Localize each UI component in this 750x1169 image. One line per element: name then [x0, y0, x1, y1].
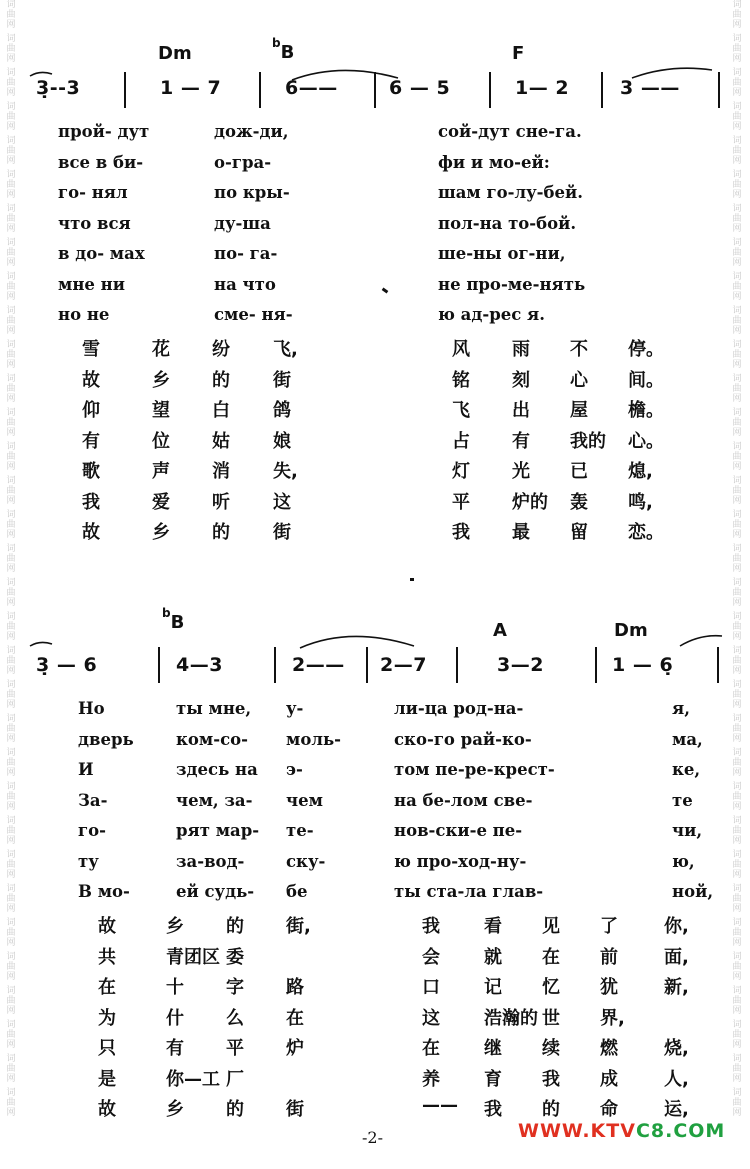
- watermark-text: 词 曲 网: [732, 1020, 742, 1050]
- lyric-russian: ше-ны ог-ни,: [438, 244, 566, 263]
- lyric-chinese: 续: [542, 1038, 560, 1059]
- lyric-chinese: 青团区: [166, 946, 220, 968]
- watermark-text: 词 曲 网: [6, 238, 16, 268]
- lyric-chinese: 委: [226, 946, 244, 968]
- lyric-chinese: 雪: [82, 339, 100, 360]
- lyric-russian: те-: [286, 821, 314, 840]
- lyric-chinese: 炉: [286, 1038, 304, 1059]
- barline: [717, 647, 719, 683]
- lyric-chinese: 我: [452, 522, 470, 543]
- lyric-chinese: 炉的: [512, 491, 548, 513]
- lyric-chinese: 消: [212, 461, 230, 482]
- chord-a-2: A: [493, 620, 507, 641]
- lyric-chinese: 乡: [166, 916, 184, 937]
- watermark-text: 词 曲 网: [732, 238, 742, 268]
- watermark-text: 词 曲 网: [732, 986, 742, 1016]
- watermark-text: 词 曲 网: [6, 544, 16, 574]
- lyric-chinese: 的: [226, 1099, 244, 1120]
- lyric-russian: шам го-лу-бей.: [438, 183, 583, 202]
- lyric-chinese: 间。: [628, 369, 664, 391]
- lyric-russian: Но: [78, 699, 105, 718]
- lyric-russian: на бе-лом све-: [394, 790, 533, 810]
- watermark-right: [730, 0, 744, 1169]
- watermark-text: 词 曲 网: [732, 714, 742, 744]
- note-group: 2—7: [380, 654, 427, 676]
- lyric-russian: бе: [286, 882, 308, 901]
- lyric-chinese: 街,: [286, 916, 311, 937]
- lyric-chinese: 熄,: [628, 461, 653, 482]
- lyric-chinese: ——: [422, 1095, 458, 1116]
- watermark-text: 词 曲 网: [6, 680, 16, 710]
- lyric-chinese: 在: [286, 1007, 304, 1029]
- watermark-text: 词 曲 网: [6, 204, 16, 234]
- lyric-chinese: 出: [512, 400, 530, 421]
- barline: [595, 647, 597, 683]
- watermark-text: 词 曲 网: [732, 102, 742, 132]
- lyric-chinese: 前: [600, 946, 618, 968]
- watermark-text: 词 曲 网: [732, 1054, 742, 1084]
- lyric-russian: все в би-: [58, 152, 144, 172]
- lyric-russian: И: [78, 760, 94, 779]
- watermark-text: 词 曲 网: [732, 0, 742, 30]
- watermark-text: 词 曲 网: [732, 680, 742, 710]
- note-group: 3̣--3: [36, 77, 81, 99]
- lyric-chinese: 屋: [570, 400, 588, 421]
- lyric-russian: ке,: [672, 760, 701, 779]
- lyric-russian: те: [672, 790, 693, 810]
- lyric-chinese: 听: [212, 491, 230, 513]
- lyric-chinese: 命: [600, 1099, 618, 1120]
- watermark-text: 词 曲 网: [732, 578, 742, 608]
- lyric-chinese: 檐。: [628, 400, 664, 421]
- lyric-chinese: 街: [286, 1099, 304, 1120]
- lyric-russian: дож-ди,: [214, 122, 289, 141]
- lyric-russian: ту: [78, 851, 99, 871]
- chord-bb-1: $^b$B: [272, 36, 295, 63]
- lyric-chinese: 运,: [664, 1099, 689, 1120]
- watermark-text: 词 曲 网: [732, 408, 742, 438]
- watermark-text: 词 曲 网: [6, 578, 16, 608]
- barline: [366, 647, 368, 683]
- watermark-text: 词 曲 网: [732, 476, 742, 506]
- chord-f-1: F: [512, 43, 525, 64]
- note-group: 6——: [285, 77, 338, 99]
- lyric-chinese: 乡: [166, 1099, 184, 1120]
- tie-marks-2: [0, 624, 750, 652]
- barline: [456, 647, 458, 683]
- note-group: 4—3: [176, 654, 223, 676]
- watermark-text: 词 曲 网: [6, 68, 16, 98]
- lyric-chinese: 忆: [542, 977, 560, 998]
- lyric-chinese: 你,: [664, 916, 689, 937]
- lyric-chinese: 花: [152, 339, 170, 360]
- watermark-text: 词 曲 网: [6, 340, 16, 370]
- lyric-chinese: 风: [452, 339, 470, 360]
- lyric-russian: чем: [286, 790, 323, 810]
- lyric-russian: на что: [214, 274, 276, 294]
- lyric-chinese: 街: [273, 369, 291, 391]
- lyric-chinese: 育: [484, 1068, 502, 1090]
- watermark-text: 词 曲 网: [6, 952, 16, 982]
- watermark-text: 词 曲 网: [6, 884, 16, 914]
- lyric-russian: ску-: [286, 851, 326, 871]
- lyric-russian: по кры-: [214, 183, 290, 202]
- barline: [158, 647, 160, 683]
- lyric-chinese: 在: [98, 977, 116, 998]
- lyric-chinese: 是: [98, 1068, 116, 1090]
- lyric-russian: пол-на то-бой.: [438, 213, 577, 233]
- watermark-text: 词 曲 网: [6, 714, 16, 744]
- watermark-text: 词 曲 网: [6, 408, 16, 438]
- watermark-text: 词 曲 网: [6, 170, 16, 200]
- lyric-chinese: 乡: [152, 369, 170, 391]
- lyric-chinese: 世: [542, 1007, 560, 1029]
- lyric-russian: сме- ня-: [214, 305, 293, 324]
- lyric-chinese: 你—工: [166, 1068, 220, 1090]
- lyric-chinese: 歌: [82, 461, 100, 482]
- lyric-chinese: 我: [422, 916, 440, 937]
- lyric-chinese: 纷: [212, 339, 230, 360]
- lyric-russian: В мо-: [78, 882, 130, 901]
- watermark-text: 词 曲 网: [732, 136, 742, 166]
- lyric-chinese: 么: [226, 1007, 244, 1029]
- note-group: 2——: [292, 654, 345, 676]
- watermark-text: 词 曲 网: [6, 374, 16, 404]
- lyric-chinese: 新,: [664, 977, 689, 998]
- watermark-text: 词 曲 网: [732, 918, 742, 948]
- lyric-chinese: 已: [570, 461, 588, 482]
- watermark-text: 词 曲 网: [732, 272, 742, 302]
- lyric-chinese: 故: [82, 522, 100, 543]
- lyric-chinese: 路: [286, 977, 304, 998]
- lyric-chinese: 轰: [570, 491, 588, 513]
- watermark-left: [4, 0, 18, 1169]
- lyric-chinese: 厂: [226, 1068, 244, 1090]
- note-group: 1 — 6̣: [612, 654, 674, 676]
- page-number: -2-: [362, 1128, 383, 1147]
- lyric-russian: ду-ша: [214, 213, 271, 233]
- lyric-russian: дверь: [78, 729, 134, 749]
- note-group: 3—2: [497, 654, 544, 676]
- watermark-text: 词 曲 网: [732, 442, 742, 472]
- lyric-russian: ной,: [672, 882, 714, 901]
- watermark-text: 词 曲 网: [6, 748, 16, 778]
- barline: [124, 72, 126, 108]
- lyric-chinese: 的: [212, 369, 230, 391]
- lyric-russian: в до- мах: [58, 244, 145, 263]
- lyric-russian: но не: [58, 305, 110, 324]
- lyric-chinese: 鸣,: [628, 491, 653, 513]
- lyric-chinese: 了: [600, 916, 618, 937]
- watermark-text: 词 曲 网: [732, 816, 742, 846]
- lyric-russian: прой- дут: [58, 122, 150, 141]
- watermark-text: 词 曲 网: [6, 1054, 16, 1084]
- barline: [601, 72, 603, 108]
- lyric-chinese: 位: [152, 430, 170, 452]
- lyric-chinese: 的: [542, 1099, 560, 1120]
- note-group: 3 ——: [620, 77, 680, 99]
- watermark-text: 词 曲 网: [732, 748, 742, 778]
- barline: [274, 647, 276, 683]
- lyric-chinese: 犹: [600, 977, 618, 998]
- lyric-chinese: 雨: [512, 339, 530, 360]
- lyric-chinese: 会: [422, 946, 440, 968]
- chord-dm-2: Dm: [614, 620, 648, 641]
- lyric-chinese: 成: [600, 1068, 618, 1090]
- note-group: 6 — 5: [389, 77, 451, 99]
- watermark-text: 词 曲 网: [6, 136, 16, 166]
- lyric-russian: ско-го рай-ко-: [394, 729, 532, 749]
- watermark-text: 词 曲 网: [6, 612, 16, 642]
- note-group: 1 — 7: [160, 77, 222, 99]
- lyric-russian: ю,: [672, 851, 695, 871]
- lyric-russian: сой-дут сне-га.: [438, 122, 582, 141]
- lyric-russian: мне ни: [58, 274, 125, 294]
- lyric-russian: ей судь-: [176, 882, 255, 901]
- lyric-chinese: 我: [82, 491, 100, 513]
- lyric-chinese: 有: [512, 430, 530, 452]
- lyric-russian: го- нял: [58, 183, 128, 202]
- lyric-chinese: 仰: [82, 400, 100, 421]
- watermark-text: 词 曲 网: [732, 612, 742, 642]
- watermark-text: 词 曲 网: [6, 918, 16, 948]
- lyric-chinese: 记: [484, 977, 502, 998]
- lyric-russian: За-: [78, 790, 108, 810]
- watermark-text: 词 曲 网: [732, 544, 742, 574]
- watermark-text: 词 曲 网: [732, 170, 742, 200]
- watermark-text: 词 曲 网: [6, 510, 16, 540]
- lyric-chinese: 我: [484, 1099, 502, 1120]
- lyric-chinese: 的: [212, 522, 230, 543]
- watermark-text: 词 曲 网: [6, 272, 16, 302]
- site-watermark: WWW.KTVC8.COM: [518, 1120, 726, 1142]
- lyric-chinese: 街: [273, 522, 291, 543]
- lyric-russian: нов-ски-е пе-: [394, 821, 523, 840]
- lyric-chinese: 故: [82, 369, 100, 391]
- lyric-chinese: 鸽: [273, 400, 291, 421]
- lyric-chinese: 恋。: [628, 522, 664, 543]
- lyric-chinese: 见: [542, 916, 560, 937]
- watermark-text: 词 曲 网: [6, 816, 16, 846]
- lyric-russian: не про-ме-нять: [438, 274, 586, 294]
- lyric-russian: ли-ца род-на-: [394, 699, 524, 718]
- lyric-chinese: 爱: [152, 491, 170, 513]
- lyric-russian: здесь на: [176, 760, 258, 779]
- lyric-chinese: 燃: [600, 1038, 618, 1059]
- lyric-chinese: 白: [212, 400, 230, 421]
- watermark-text: 词 曲 网: [732, 68, 742, 98]
- watermark-text: 词 曲 网: [732, 374, 742, 404]
- watermark-text: 词 曲 网: [6, 476, 16, 506]
- lyric-chinese: 这: [422, 1007, 440, 1029]
- watermark-text: 词 曲 网: [732, 850, 742, 880]
- lyric-russian: что вся: [58, 213, 131, 233]
- watermark-text: 词 曲 网: [732, 1088, 742, 1118]
- watermark-text: 词 曲 网: [6, 102, 16, 132]
- lyric-chinese: 浩瀚的: [484, 1007, 538, 1029]
- lyric-chinese: 这: [273, 491, 291, 513]
- lyric-chinese: 乡: [152, 522, 170, 543]
- watermark-text: 词 曲 网: [732, 204, 742, 234]
- watermark-text: 词 曲 网: [6, 646, 16, 676]
- watermark-text: 词 曲 网: [732, 510, 742, 540]
- lyric-russian: э-: [286, 760, 303, 779]
- lyric-russian: том пе-ре-крест-: [394, 760, 555, 779]
- lyric-russian: ты мне,: [176, 699, 252, 718]
- lyric-russian: по- га-: [214, 244, 278, 263]
- lyric-chinese: 铭: [452, 369, 470, 391]
- lyric-chinese: 刻: [512, 369, 530, 391]
- lyric-chinese: 为: [98, 1007, 116, 1029]
- lyric-chinese: 故: [98, 1099, 116, 1120]
- watermark-text: 词 曲 网: [732, 782, 742, 812]
- lyric-chinese: 平: [226, 1038, 244, 1059]
- ink-mark: [410, 578, 414, 581]
- lyric-chinese: 光: [512, 461, 530, 482]
- watermark-text: 词 曲 网: [6, 306, 16, 336]
- watermark-text: 词 曲 网: [6, 442, 16, 472]
- lyric-chinese: 心: [570, 369, 588, 391]
- lyric-russian: ты ста-ла глав-: [394, 882, 544, 901]
- lyric-chinese: 面,: [664, 946, 689, 968]
- lyric-chinese: 在: [422, 1038, 440, 1059]
- ink-mark: [382, 288, 389, 294]
- watermark-text: 词 曲 网: [6, 34, 16, 64]
- watermark-text: 词 曲 网: [732, 34, 742, 64]
- lyric-chinese: 故: [98, 916, 116, 937]
- lyric-chinese: 有: [82, 430, 100, 452]
- lyric-russian: ю ад-рес я.: [438, 305, 545, 324]
- lyric-russian: моль-: [286, 729, 342, 749]
- lyric-chinese: 口: [422, 977, 440, 998]
- watermark-text: 词 曲 网: [732, 952, 742, 982]
- lyric-chinese: 最: [512, 522, 530, 543]
- lyric-chinese: 养: [422, 1068, 440, 1090]
- lyric-chinese: 看: [484, 916, 502, 937]
- lyric-chinese: 留: [570, 522, 588, 543]
- lyric-russian: фи и мо-ей:: [438, 152, 550, 172]
- lyric-chinese: 声: [152, 461, 170, 482]
- lyric-russian: ма,: [672, 729, 703, 749]
- lyric-chinese: 失,: [273, 461, 298, 482]
- lyric-chinese: 飞,: [273, 339, 298, 360]
- watermark-text: 词 曲 网: [6, 0, 16, 30]
- barline: [259, 72, 261, 108]
- watermark-text: 词 曲 网: [6, 1088, 16, 1118]
- lyric-chinese: 心。: [628, 430, 664, 452]
- lyric-chinese: 字: [226, 977, 244, 998]
- lyric-chinese: 停。: [628, 339, 664, 360]
- lyric-chinese: 灯: [452, 461, 470, 482]
- watermark-text: 词 曲 网: [732, 306, 742, 336]
- lyric-chinese: 十: [166, 977, 184, 998]
- lyric-russian: го-: [78, 821, 106, 840]
- barline: [718, 72, 720, 108]
- watermark-text: 词 曲 网: [732, 646, 742, 676]
- lyric-russian: я,: [672, 699, 690, 718]
- lyric-chinese: 望: [152, 400, 170, 421]
- lyric-chinese: 只: [98, 1038, 116, 1059]
- lyric-russian: о-гра-: [214, 152, 272, 172]
- lyric-russian: чи,: [672, 821, 703, 840]
- watermark-text: 词 曲 网: [6, 850, 16, 880]
- lyric-chinese: 姑: [212, 430, 230, 452]
- lyric-russian: за-вод-: [176, 851, 245, 871]
- lyric-chinese: 界,: [600, 1007, 625, 1029]
- lyric-russian: ю про-ход-ну-: [394, 851, 527, 871]
- lyric-chinese: 不: [570, 339, 588, 360]
- lyric-chinese: 平: [452, 491, 470, 513]
- lyric-chinese: 烧,: [664, 1038, 689, 1059]
- chord-bb-2: $^b$B: [162, 606, 185, 633]
- watermark-text: 词 曲 网: [6, 986, 16, 1016]
- chord-dm-1: Dm: [158, 43, 192, 64]
- lyric-chinese: 的: [226, 916, 244, 937]
- watermark-text: 词 曲 网: [6, 782, 16, 812]
- watermark-text: 词 曲 网: [732, 340, 742, 370]
- lyric-chinese: 在: [542, 946, 560, 968]
- lyric-russian: рят мар-: [176, 821, 260, 840]
- lyric-chinese: 飞: [452, 400, 470, 421]
- barline: [374, 72, 376, 108]
- watermark-text: 词 曲 网: [732, 884, 742, 914]
- lyric-chinese: 我的: [570, 430, 606, 452]
- lyric-russian: ком-со-: [176, 729, 249, 749]
- lyric-chinese: 人,: [664, 1068, 689, 1090]
- lyric-russian: чем, за-: [176, 790, 253, 810]
- lyric-chinese: 我: [542, 1068, 560, 1090]
- lyric-chinese: 娘: [273, 430, 291, 452]
- lyric-chinese: 有: [166, 1038, 184, 1059]
- lyric-russian: у-: [286, 699, 304, 718]
- lyric-chinese: 继: [484, 1038, 502, 1059]
- lyric-chinese: 占: [452, 430, 470, 452]
- barline: [489, 72, 491, 108]
- note-group: 1— 2: [515, 77, 570, 99]
- note-group: 3̣ — 6: [36, 654, 98, 676]
- watermark-text: 词 曲 网: [6, 1020, 16, 1050]
- lyric-chinese: 什: [166, 1007, 184, 1029]
- lyric-chinese: 就: [484, 946, 502, 968]
- lyric-chinese: 共: [98, 946, 116, 968]
